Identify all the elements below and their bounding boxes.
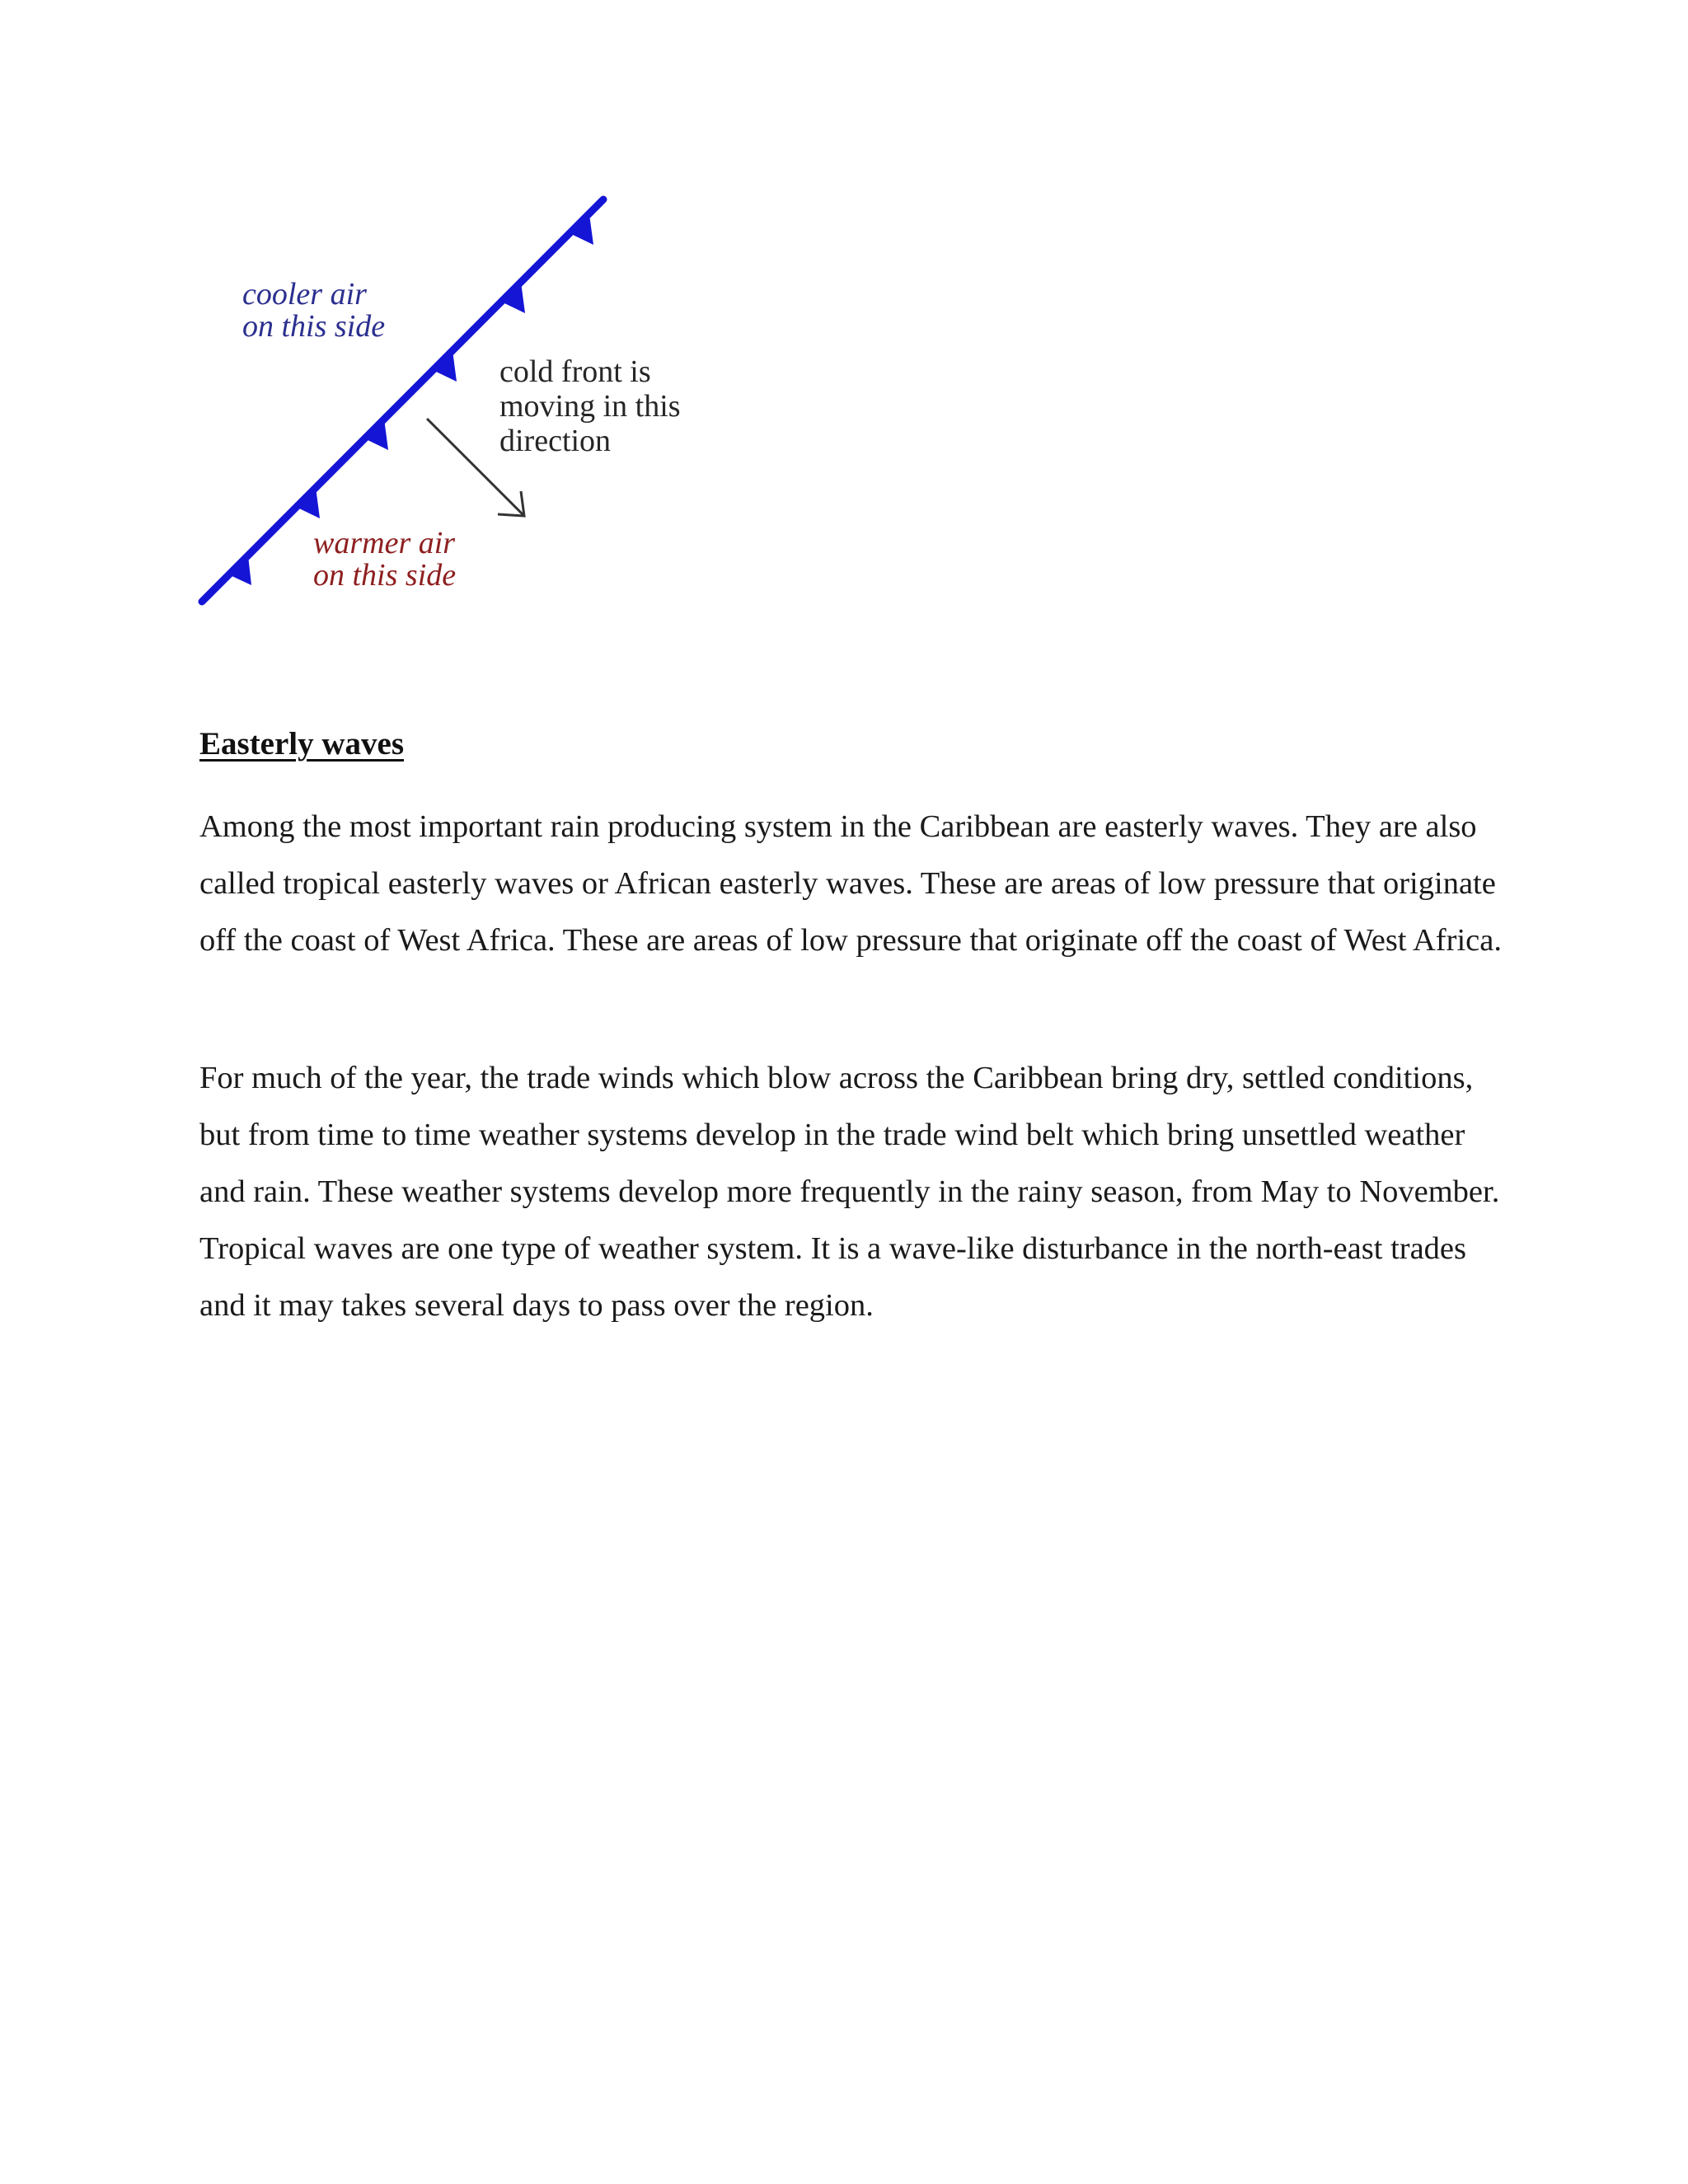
cooler-air-label: cooler air on this side — [242, 277, 386, 344]
paragraph: For much of the year, the trade winds which blow across the Caribbean bring dry, settled conditions, but from time to time weather systems develop in the trade wind belt which bring unsettled weather and rain. These weather systems develop more frequently in the rainy season, from May to November. Tropical waves are one type of weather system. It is a wave-like disturbance in the north-east trades and it may takes several days to pass over the region. — [199, 1061, 1500, 1323]
warmer-air-label: warmer air on this side — [313, 526, 457, 593]
cold-front-diagram — [190, 190, 717, 618]
paragraph: Among the most important rain producing system in the Caribbean are easterly waves. They are also called tropical easterly waves or African easterly waves. These are areas of low pressure that originate off the coast of West Africa. These are areas of low pressure that originate off the coast of West Africa. — [199, 809, 1502, 958]
section-heading: Easterly waves — [199, 726, 405, 762]
front-direction-label: cold front is moving in this direction — [499, 354, 681, 458]
